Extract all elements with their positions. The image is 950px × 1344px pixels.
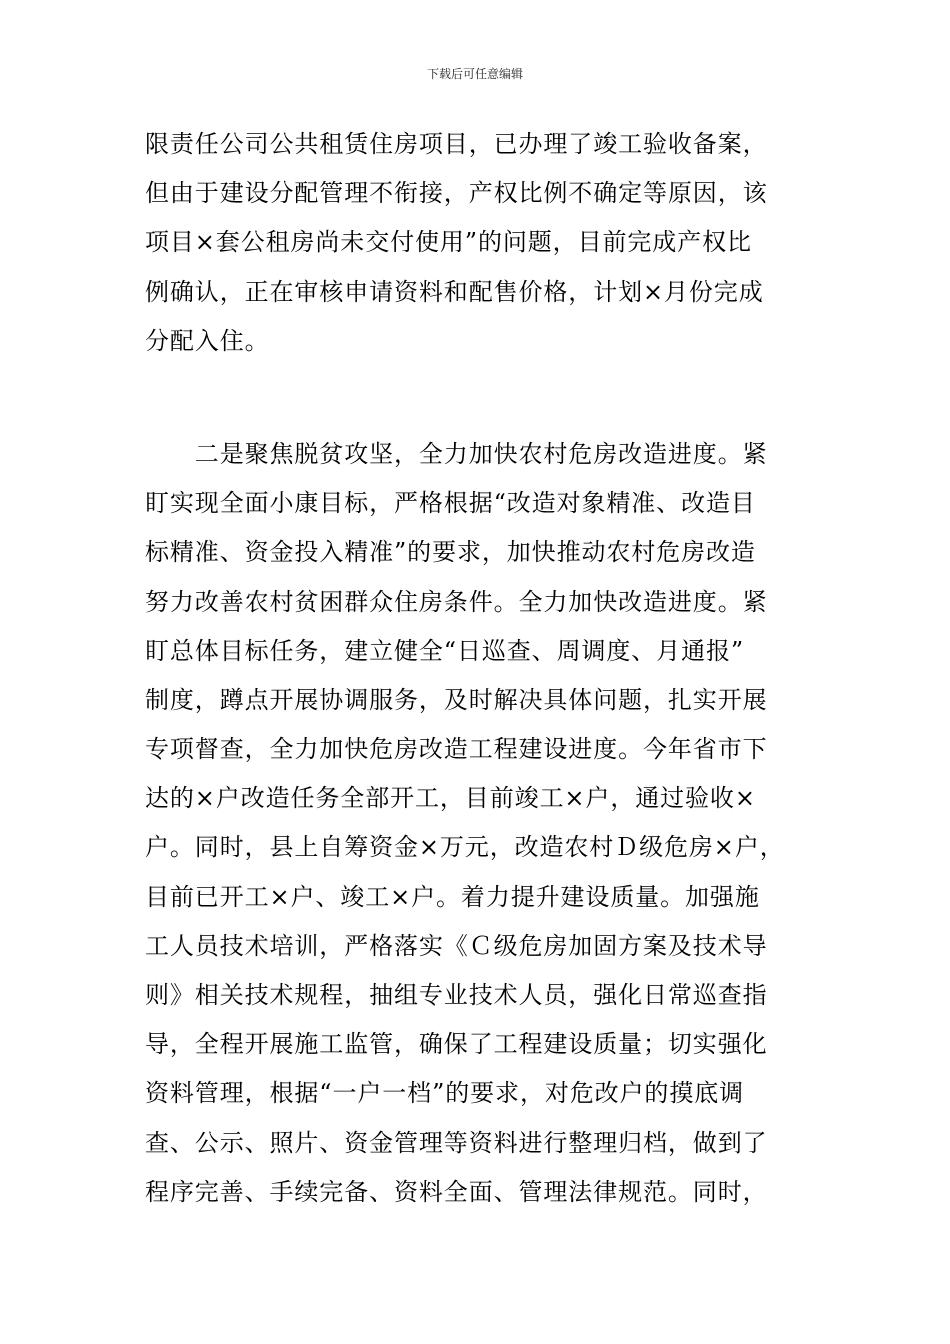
text-line: 例确认，正在审核申请资料和配售价格，计划×月份完成 [145, 277, 764, 306]
text-line: 则》相关技术规程，抽组专业技术人员，强化日常巡查指 [145, 981, 768, 1009]
text-line: 导，全程开展施工监管，确保了工程建设质量；切实强化 [145, 1030, 768, 1059]
page-header: 下载后可任意编辑 [426, 67, 523, 81]
text-line: 二是聚焦脱贫攻坚，全力加快农村危房改造进度。紧 [145, 439, 768, 468]
text-line: 限责任公司公共租赁住房项目，已办理了竣工验收备案， [145, 130, 768, 158]
text-line: 制度，蹲点开展协调服务，及时解决具体问题，扎实开展 [145, 685, 768, 714]
text-line: 但由于建设分配管理不衔接，产权比例不确定等原因，该 [145, 179, 768, 208]
text-line: 资料管理，根据“一户一档”的要求，对危改户的摸底调 [145, 1079, 745, 1108]
document-body [145, 120, 810, 1217]
text-line: 达的×户改造任务全部开工，目前竣工×户，通过验收× [145, 784, 756, 813]
paragraph-2 [145, 430, 810, 1217]
text-line: 程序完善、手续完备、资料全面、管理法律规范。同时， [145, 1177, 768, 1206]
text-line: 盯实现全面小康目标，严格根据“改造对象精准、改造目 [145, 489, 756, 518]
text-line: 户。同时，县上自筹资金×万元，改造农村Ｄ级危房×户， [145, 833, 785, 862]
text-line: 项目×套公租房尚未交付使用”的问题，目前完成产权比 [145, 228, 752, 257]
paragraph-1 [145, 120, 810, 366]
text-line: 分配入住。 [145, 326, 270, 355]
text-line: 工人员技术培训，严格落实《Ｃ级危房加固方案及技术导 [145, 931, 768, 960]
text-line: 标精准、资金投入精准”的要求，加快推动农村危房改造 [145, 538, 756, 567]
text-line: 盯总体目标任务，建立健全“日巡查、周调度、月通报” [145, 636, 745, 665]
paragraph-spacer [145, 366, 810, 430]
text-line: 目前已开工×户、竣工×户。着力提升建设质量。加强施 [145, 882, 760, 911]
text-line: 专项督查，全力加快危房改造工程建设进度。今年省市下 [145, 735, 768, 764]
text-line: 努力改善农村贫困群众住房条件。全力加快改造进度。紧 [145, 587, 768, 616]
text-line: 查、公示、照片、资金管理等资料进行整理归档，做到了 [145, 1128, 768, 1157]
